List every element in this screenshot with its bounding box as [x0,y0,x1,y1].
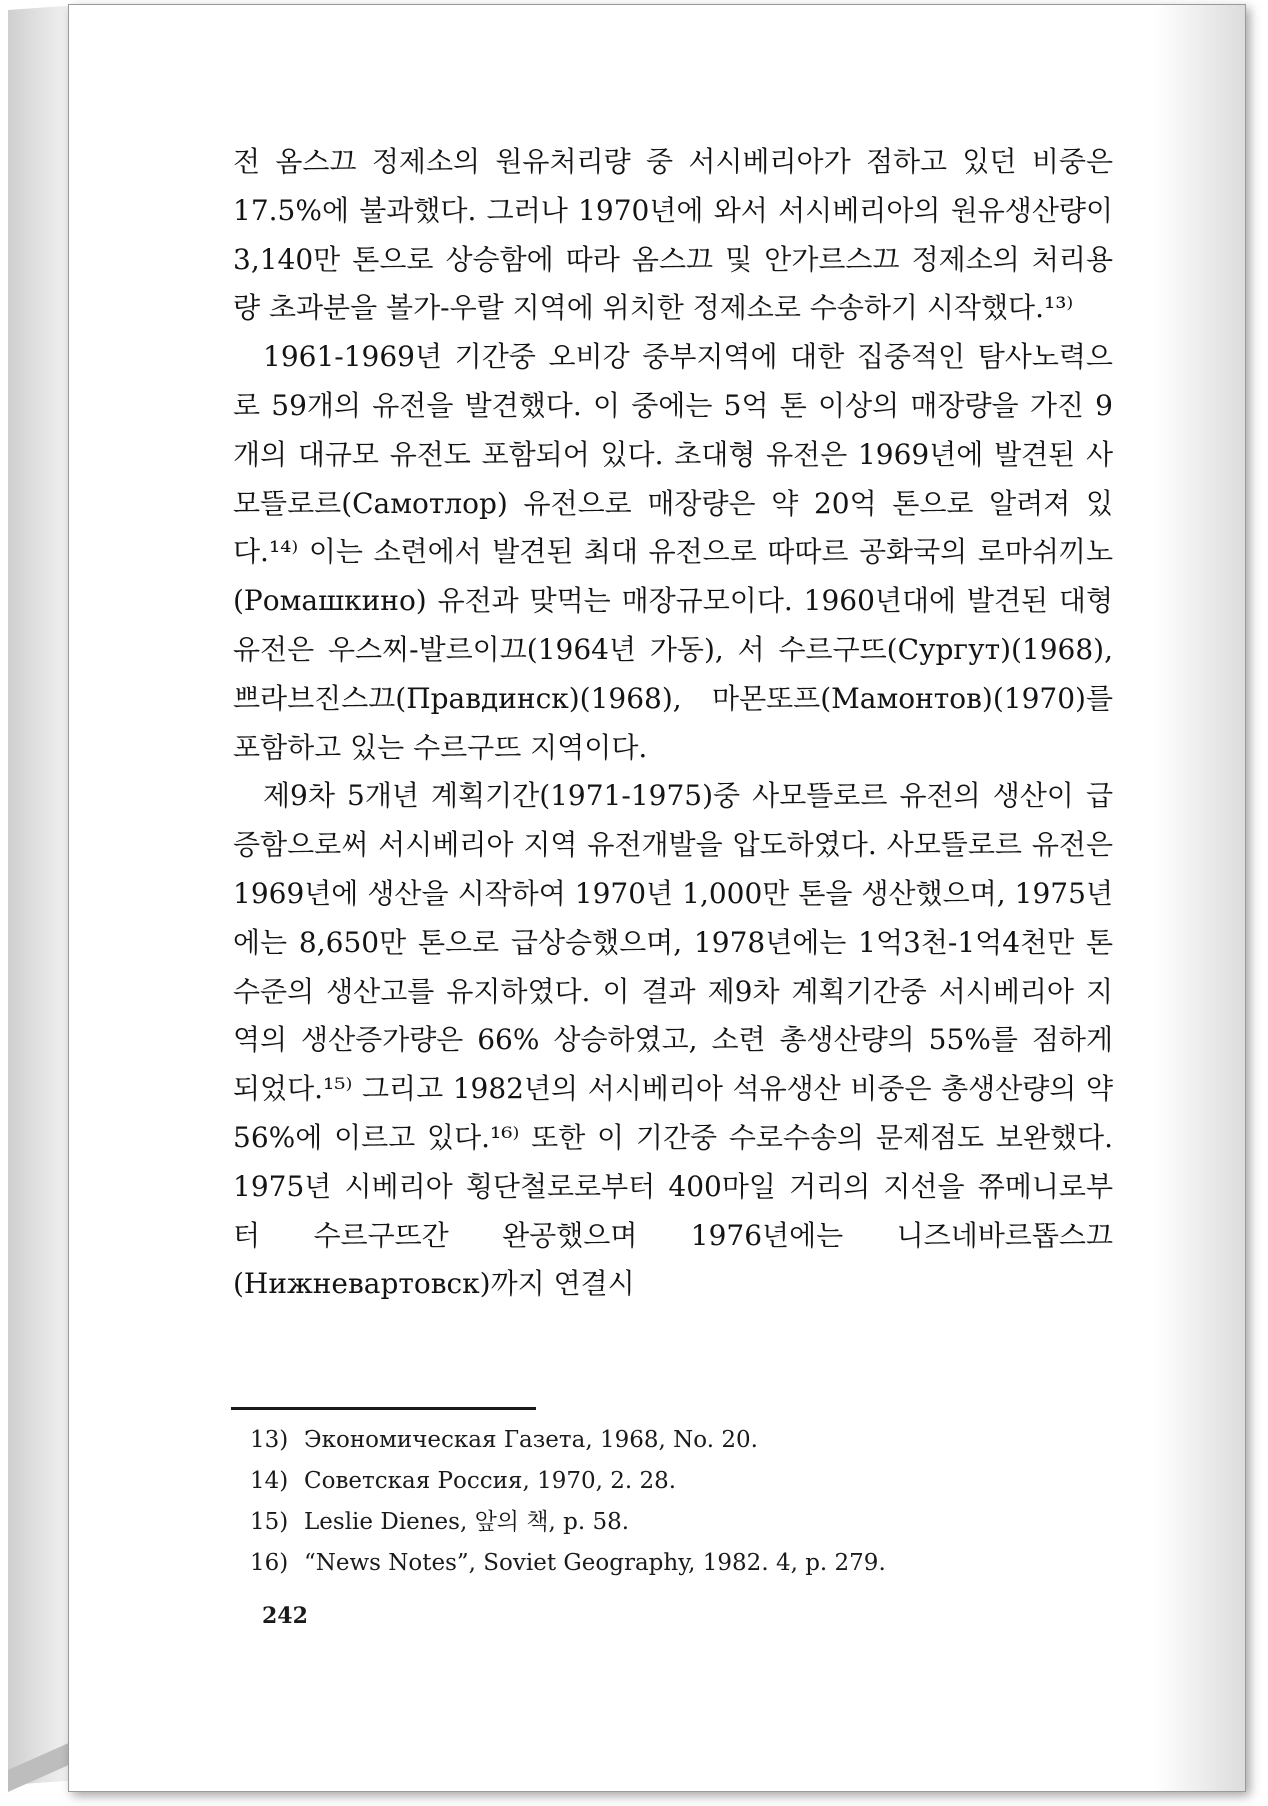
footnote-13 [250,1420,1100,1461]
paragraph-1: 전 옴스끄 정제소의 원유처리량 중 서시베리아가 점하고 있던 비중은 17.5%에 불과했다. 그러나 1970년에 와서 서시베리아의 원유생산량이 3,140만 톤으로 상승함에 따라 옴스끄 및 안가르스끄 정제소의 처리용량 초과분을 볼가-우랄 지역에 위치한 정제소로 수송하기 시작했다.¹³⁾ [233,145,1113,325]
footnotes [250,1420,1100,1584]
footnote-text: Leslie Dienes, 앞의 책, p. 58. [304,1509,630,1535]
footnote-14 [250,1461,1100,1502]
paragraph-2: 1961-1969년 기간중 오비강 중부지역에 대한 집중적인 탐사노력으로 59개의 유전을 발견했다. 이 중에는 5억 톤 이상의 매장량을 가진 9개의 대규모 유전도 포함되어 있다. 초대형 유전은 1969년에 발견된 사모뜰로르(Самотлор) 유전으로 매장량은 약 20억 톤으로 알려져 있다.¹⁴⁾ 이는 소련에서 발견된 최대 유전으로 따따르 공화국의 로마쉬끼노(Ромашкино) 유전과 맞먹는 매장규모이다. 1960년대에 발견된 대형유전은 우스찌-발르이끄(1964년 가동), 서 수르구뜨(Сургут)(1968), 쁘라브진스끄(Правдинск)(1968), 마몬또프(Мамонтов)(1970)를 포함하고 있는 수르구뜨 지역이다. [233,340,1113,764]
page-curl-shadow [1155,5,1245,1791]
page-number: 242 [262,1603,308,1629]
footnote-number: 15) [250,1509,289,1535]
book-spine-edge [8,6,70,1785]
footnote-number: 13) [250,1427,289,1453]
footnote-text: Советская Россия, 1970, 2. 28. [304,1468,677,1494]
body-text [233,138,1113,1309]
footnote-16 [250,1543,1100,1584]
footnote-number: 16) [250,1550,289,1576]
footnote-text: Экономическая Газета, 1968, No. 20. [304,1427,758,1453]
footnote-text: “News Notes”, Soviet Geography, 1982. 4, p. 279. [304,1550,886,1576]
footnote-15 [250,1502,1100,1543]
footnote-number: 14) [250,1468,289,1494]
footnote-separator [231,1407,536,1410]
paragraph-3: 제9차 5개년 계획기간(1971-1975)중 사모뜰로르 유전의 생산이 급증함으로써 서시베리아 지역 유전개발을 압도하였다. 사모뜰로르 유전은 1969년에 생산을 시작하여 1970년 1,000만 톤을 생산했으며, 1975년에는 8,650만 톤으로 급상승했으며, 1978년에는 1억3천-1억4천만 톤 수준의 생산고를 유지하였다. 이 결과 제9차 계획기간중 서시베리아 지역의 생산증가량은 66% 상승하였고, 소련 총생산량의 55%를 점하게 되었다.¹⁵⁾ 그리고 1982년의 서시베리아 석유생산 비중은 총생산량의 약 56%에 이르고 있다.¹⁶⁾ 또한 이 기간중 수로수송의 문제점도 보완했다. 1975년 시베리아 횡단철로로부터 400마일 거리의 지선을 쮸메니로부터 수르구뜨간 완공했으며 1976년에는 니즈네바르똡스끄(Нижневартовск)까지 연결시 [233,779,1113,1301]
